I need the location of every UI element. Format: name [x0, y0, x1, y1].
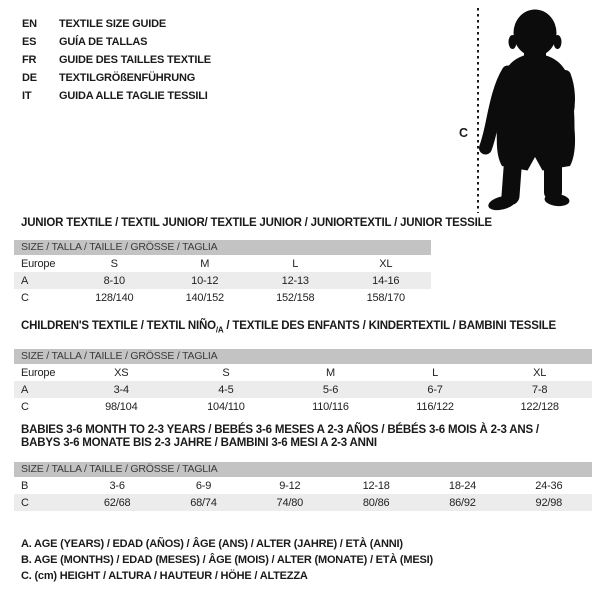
language-row-es — [22, 33, 211, 51]
size-cell: S — [222, 366, 230, 379]
language-title: GUIDA ALLE TAGLIE TESSILI — [59, 90, 208, 102]
children-size-header-bar: SIZE / TALLA / TAILLE / GRÖSSE / TAGLIA — [14, 349, 592, 364]
junior-size-header-bar: SIZE / TALLA / TAILLE / GRÖSSE / TAGLIA — [14, 240, 431, 255]
language-title: GUIDE DES TAILLES TEXTILE — [59, 54, 211, 66]
row-label: Europe — [21, 257, 56, 270]
table-row — [14, 255, 431, 272]
height-cell: 116/122 — [416, 400, 454, 413]
height-cell: 92/98 — [535, 496, 563, 509]
babies-title-line2: BABYS 3-6 MONATE BIS 2-3 JAHRE / BAMBINI 3-6 MESI A 2-3 ANNI — [21, 437, 377, 449]
language-list — [22, 15, 211, 105]
height-cell: 104/110 — [207, 400, 245, 413]
title-subscript: /A — [215, 325, 224, 335]
language-title: TEXTILE SIZE GUIDE — [59, 18, 167, 30]
age-cell: 5-6 — [322, 383, 339, 396]
height-cell: 86/92 — [449, 496, 476, 509]
language-title: TEXTILGRÖßENFÜHRUNG — [59, 72, 196, 84]
footnote-c: C. (cm) HEIGHT / ALTURA / HAUTEUR / HÖHE / ALTEZZA — [21, 570, 308, 582]
size-cell: S — [110, 257, 118, 270]
row-label: C — [21, 400, 29, 413]
title-part: CHILDREN'S TEXTILE / TEXTIL NIÑO — [21, 320, 216, 332]
table-row — [14, 272, 431, 289]
height-cell: 110/116 — [312, 400, 349, 413]
language-row-it — [22, 87, 211, 105]
height-cell: 122/128 — [520, 400, 559, 413]
height-measure-label: C — [459, 126, 468, 140]
footnote-b: B. AGE (MONTHS) / EDAD (MESES) / ÂGE (MOIS) / ALTER (MONATE) / ETÀ (MESI) — [21, 554, 433, 566]
baby-figure-area — [440, 0, 600, 220]
height-cell: 128/140 — [95, 291, 134, 304]
size-cell: XL — [379, 257, 393, 270]
children-table-title — [14, 320, 592, 336]
height-cell: 152/158 — [276, 291, 315, 304]
baby-silhouette-shape — [486, 10, 576, 213]
size-cell: XL — [533, 366, 547, 379]
table-row — [14, 477, 592, 494]
language-code: ES — [22, 36, 37, 48]
row-label: Europe — [21, 366, 56, 379]
height-cell: 62/68 — [103, 496, 131, 509]
babies-table-title — [14, 424, 592, 450]
height-cell: 140/152 — [185, 291, 224, 304]
language-code: FR — [22, 54, 37, 66]
row-label: A — [21, 383, 29, 396]
age-cell: 3-4 — [113, 383, 129, 396]
height-cell: 68/74 — [190, 496, 217, 509]
height-cell: 80/86 — [362, 496, 390, 509]
height-cell: 74/80 — [276, 496, 304, 509]
size-cell: L — [292, 257, 299, 270]
size-cell: XS — [114, 366, 129, 379]
table-row — [14, 494, 592, 511]
age-cell: 18-24 — [448, 479, 477, 492]
junior-table-section — [14, 217, 492, 306]
size-cell: M — [326, 366, 335, 379]
age-cell: 12-18 — [362, 479, 390, 492]
junior-table-title: JUNIOR TEXTILE / TEXTIL JUNIOR/ TEXTILE JUNIOR / JUNIORTEXTIL / JUNIOR TESSILE — [21, 217, 492, 229]
babies-size-header-bar: SIZE / TALLA / TAILLE / GRÖSSE / TAGLIA — [14, 462, 592, 477]
age-cell: 9-12 — [279, 479, 301, 492]
title-part: / TEXTILE DES ENFANTS / KINDERTEXTIL / BAMBINI TESSILE — [223, 320, 556, 332]
size-cell: M — [200, 257, 210, 270]
age-cell: 6-7 — [427, 383, 443, 396]
footnote-a: A. AGE (YEARS) / EDAD (AÑOS) / ÂGE (ANS) / ALTER (JAHRE) / ETÀ (ANNI) — [21, 538, 403, 550]
language-row-de — [22, 69, 211, 87]
language-row-fr — [22, 51, 211, 69]
size-cell: L — [432, 366, 439, 379]
age-cell: 3-6 — [109, 479, 125, 492]
age-cell: 12-13 — [281, 274, 309, 287]
table-row — [14, 364, 592, 381]
footnotes — [21, 536, 433, 584]
language-code: EN — [22, 18, 37, 30]
age-cell: 24-36 — [535, 479, 563, 492]
babies-table-section — [14, 424, 592, 511]
language-title: GUÍA DE TALLAS — [59, 36, 148, 48]
language-row-en — [22, 15, 211, 33]
age-cell: 7-8 — [532, 383, 548, 396]
age-cell: 14-16 — [372, 274, 400, 287]
row-label: A — [21, 274, 29, 287]
age-cell: 6-9 — [195, 479, 212, 492]
row-label: B — [21, 479, 29, 492]
table-row — [14, 381, 592, 398]
baby-silhouette-icon — [440, 0, 600, 220]
children-table-section — [14, 320, 592, 415]
age-cell: 10-12 — [191, 274, 219, 287]
row-label: C — [21, 291, 29, 304]
language-code: DE — [22, 72, 37, 84]
height-cell: 158/170 — [366, 291, 405, 304]
row-label: C — [21, 496, 29, 509]
language-code: IT — [22, 90, 32, 102]
table-row — [14, 289, 431, 306]
age-cell: 8-10 — [103, 274, 125, 287]
age-cell: 4-5 — [218, 383, 234, 396]
table-row — [14, 398, 592, 415]
babies-title-line1: BABIES 3-6 MONTH TO 2-3 YEARS / BEBÉS 3-6 MESES A 2-3 AÑOS / BÉBÉS 3-6 MOIS À 2-3 ANS / — [21, 424, 539, 436]
height-cell: 98/104 — [105, 400, 138, 413]
